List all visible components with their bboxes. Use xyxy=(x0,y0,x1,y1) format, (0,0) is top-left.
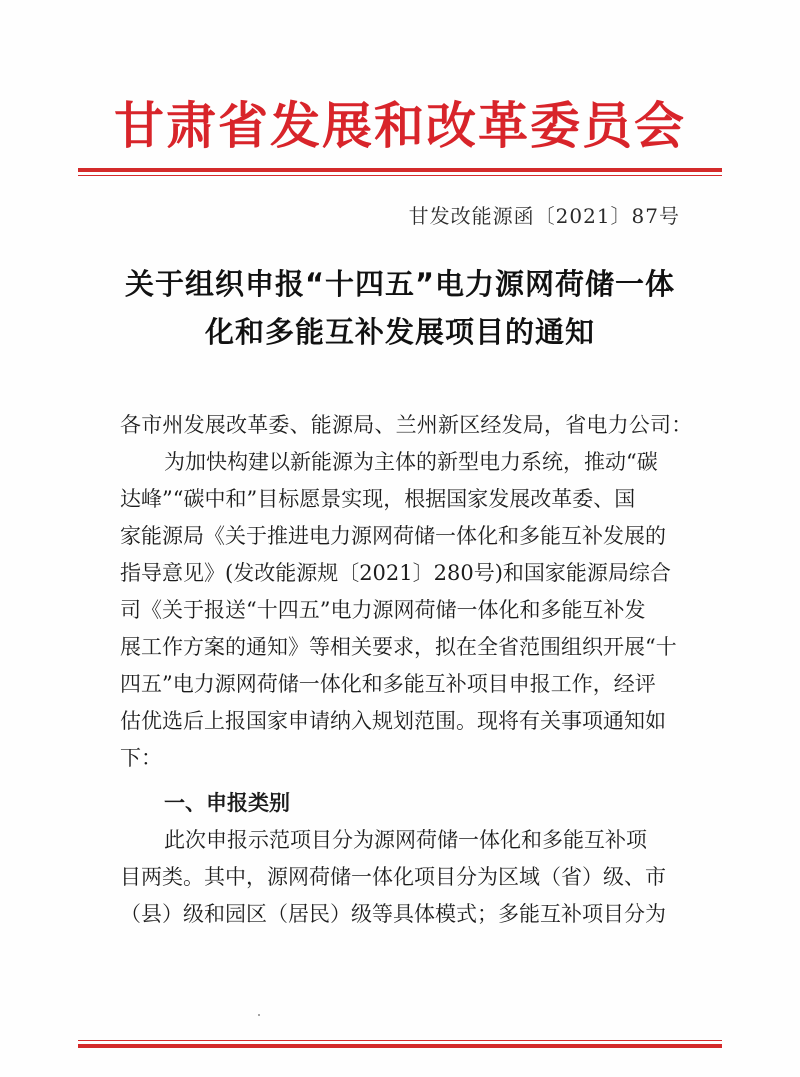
paragraph-1 xyxy=(120,444,680,777)
section-1-paragraph xyxy=(120,822,680,933)
document-title-line-1: 关于组织申报“十四五”电力源网荷储一体 xyxy=(124,267,676,301)
paragraph-line: （县）级和园区（居民）级等具体模式；多能互补项目分为 xyxy=(120,902,666,926)
document-number: 甘发改能源函〔2021〕87号 xyxy=(408,204,680,228)
paragraph-line: 展工作方案的通知》等相关要求，拟在全省范围组织开展“十 xyxy=(120,635,677,659)
paragraph-line: 司《关于报送“十四五”电力源网荷储一体化和多能互补发 xyxy=(120,598,646,622)
document-body xyxy=(120,407,693,933)
salutation: 各市州发展改革委、能源局、兰州新区经发局，省电力公司： xyxy=(120,413,693,437)
document-title-line-2: 化和多能互补发展项目的通知 xyxy=(204,315,595,349)
paragraph-line: 目两类。其中，源网荷储一体化项目分为区域（省）级、市 xyxy=(120,865,666,889)
paragraph-line: 指导意见》(发改能源规〔2021〕280号)和国家能源局综合 xyxy=(120,561,671,585)
paragraph-line: 下： xyxy=(120,746,162,770)
paragraph-line: 此次申报示范项目分为源网荷储一体化和多能互补项 xyxy=(164,828,647,852)
scan-speck xyxy=(258,1014,260,1016)
paragraph-line: 四五”电力源网荷储一体化和多能互补项目申报工作，经评 xyxy=(120,672,656,696)
footer-rule-thick xyxy=(78,1044,722,1048)
paragraph-line: 家能源局《关于推进电力源网荷储一体化和多能互补发展的 xyxy=(120,524,666,548)
paragraph-line: 为加快构建以新能源为主体的新型电力系统，推动“碳 xyxy=(164,450,658,474)
masthead-rule-thick xyxy=(78,168,722,172)
issuer-masthead: 甘肃省发展和改革委员会 xyxy=(114,96,686,155)
paragraph-line: 达峰”“碳中和”目标愿景实现，根据国家发展改革委、国 xyxy=(120,487,636,511)
masthead-rule-thin xyxy=(78,175,722,176)
footer-rule-thin xyxy=(78,1040,722,1041)
paragraph-line: 估优选后上报国家申请纳入规划范围。现将有关事项通知如 xyxy=(120,709,666,733)
section-1-heading: 一、申报类别 xyxy=(164,791,290,815)
